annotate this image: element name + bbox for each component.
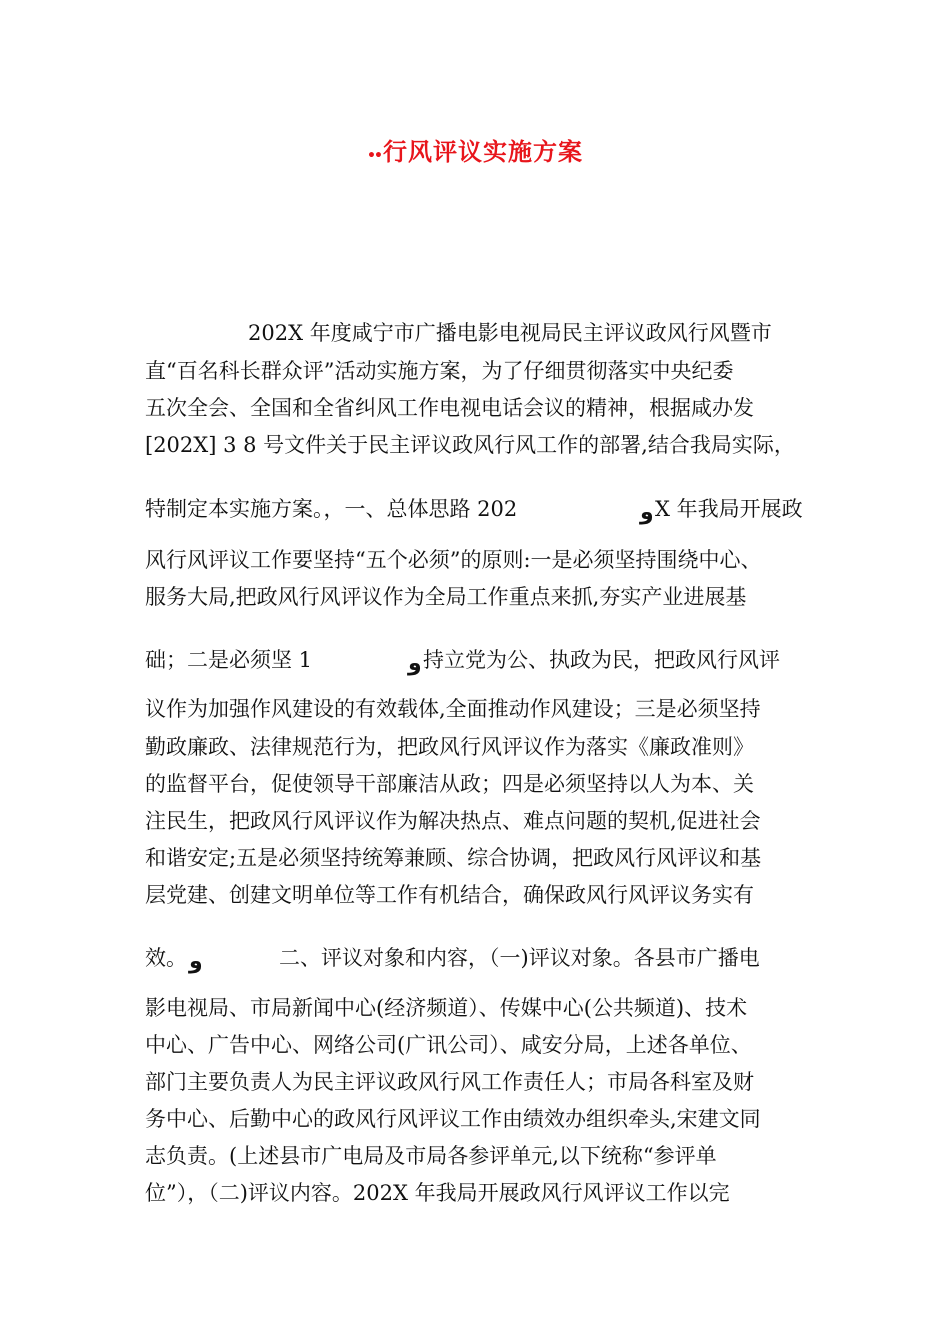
body-line: 位”），（二)评议内容。202X 年我局开展政风行风评议工作以完 (145, 1181, 730, 1205)
body-line: [202X] 3 8 号文件关于民主评议政风行风工作的部署,结合我局实际， (145, 433, 795, 457)
stray-marker: و (408, 651, 422, 676)
body-line: 务中心、后勤中心的政风行风评议工作由绩效办组织牵头,宋建文同 (145, 1107, 761, 1131)
body-line: 中心、广告中心、网络公司(广讯公司）、咸安分局，上述各单位、 (145, 1033, 752, 1057)
body-line: 202X 年度咸宁市广播电影电视局民主评议政风行风暨市 (248, 321, 772, 345)
body-line (145, 494, 810, 524)
body-line-segment: 特制定本实施方案。，一、总体思路 202 (145, 497, 518, 521)
body-line-segment: X 年我局开展政 (655, 497, 803, 521)
body-line-segment: 持立党为公、执政为民，把政风行风评 (423, 648, 780, 672)
body-line (145, 645, 810, 675)
document-title (0, 132, 950, 167)
body-line: 直“百名科长群众评”活动实施方案，为了仔细贯彻落实中央纪委 (145, 359, 734, 383)
body-line (145, 943, 810, 973)
stray-marker: و (640, 500, 654, 525)
title-text: 行风评议实施方案 (382, 138, 583, 166)
body-line: 风行风评议工作要坚持“五个必须”的原则:一是必须坚持围绕中心、 (145, 548, 762, 572)
body-line-segment: 效。 (145, 946, 187, 970)
body-line: 注民生，把政风行风评议作为解决热点、难点问题的契机,促进社会 (145, 809, 761, 833)
body-line: 影电视局、市局新闻中心(经济频道）、传媒中心(公共频道)、技术 (145, 996, 748, 1020)
body-line-segment: 础；二是必须坚 1 (145, 648, 313, 672)
body-line: 议作为加强作风建设的有效载体,全面推动作风建设；三是必须坚持 (145, 697, 761, 721)
body-line: 五次全会、全国和全省纠风工作电视电话会议的精神，根据咸办发 (145, 396, 754, 420)
body-line-segment: 二、评议对象和内容，（一)评议对象。各县市广播电 (279, 946, 760, 970)
body-line: 志负责。(上述县市广电局及市局各参评单元,以下统称“参评单 (145, 1144, 717, 1168)
body-line: 部门主要负责人为民主评议政风行风工作责任人；市局各科室及财 (145, 1070, 754, 1094)
body-line: 勤政廉政、法律规范行为，把政风行风评议作为落实《廉政准则》 (145, 735, 754, 759)
title-bullet-marks: •• (367, 148, 381, 164)
body-line: 的监督平台，促使领导干部廉洁从政；四是必须坚持以人为本、关 (145, 772, 754, 796)
body-line: 和谐安定;五是必须坚持统筹兼顾、综合协调，把政风行风评议和基 (145, 846, 762, 870)
body-line: 服务大局,把政风行风评议作为全局工作重点来抓,夯实产业进展基 (145, 585, 747, 609)
body-line: 层党建、创建文明单位等工作有机结合，确保政风行风评议务实有 (145, 883, 754, 907)
stray-marker: و (189, 949, 203, 974)
